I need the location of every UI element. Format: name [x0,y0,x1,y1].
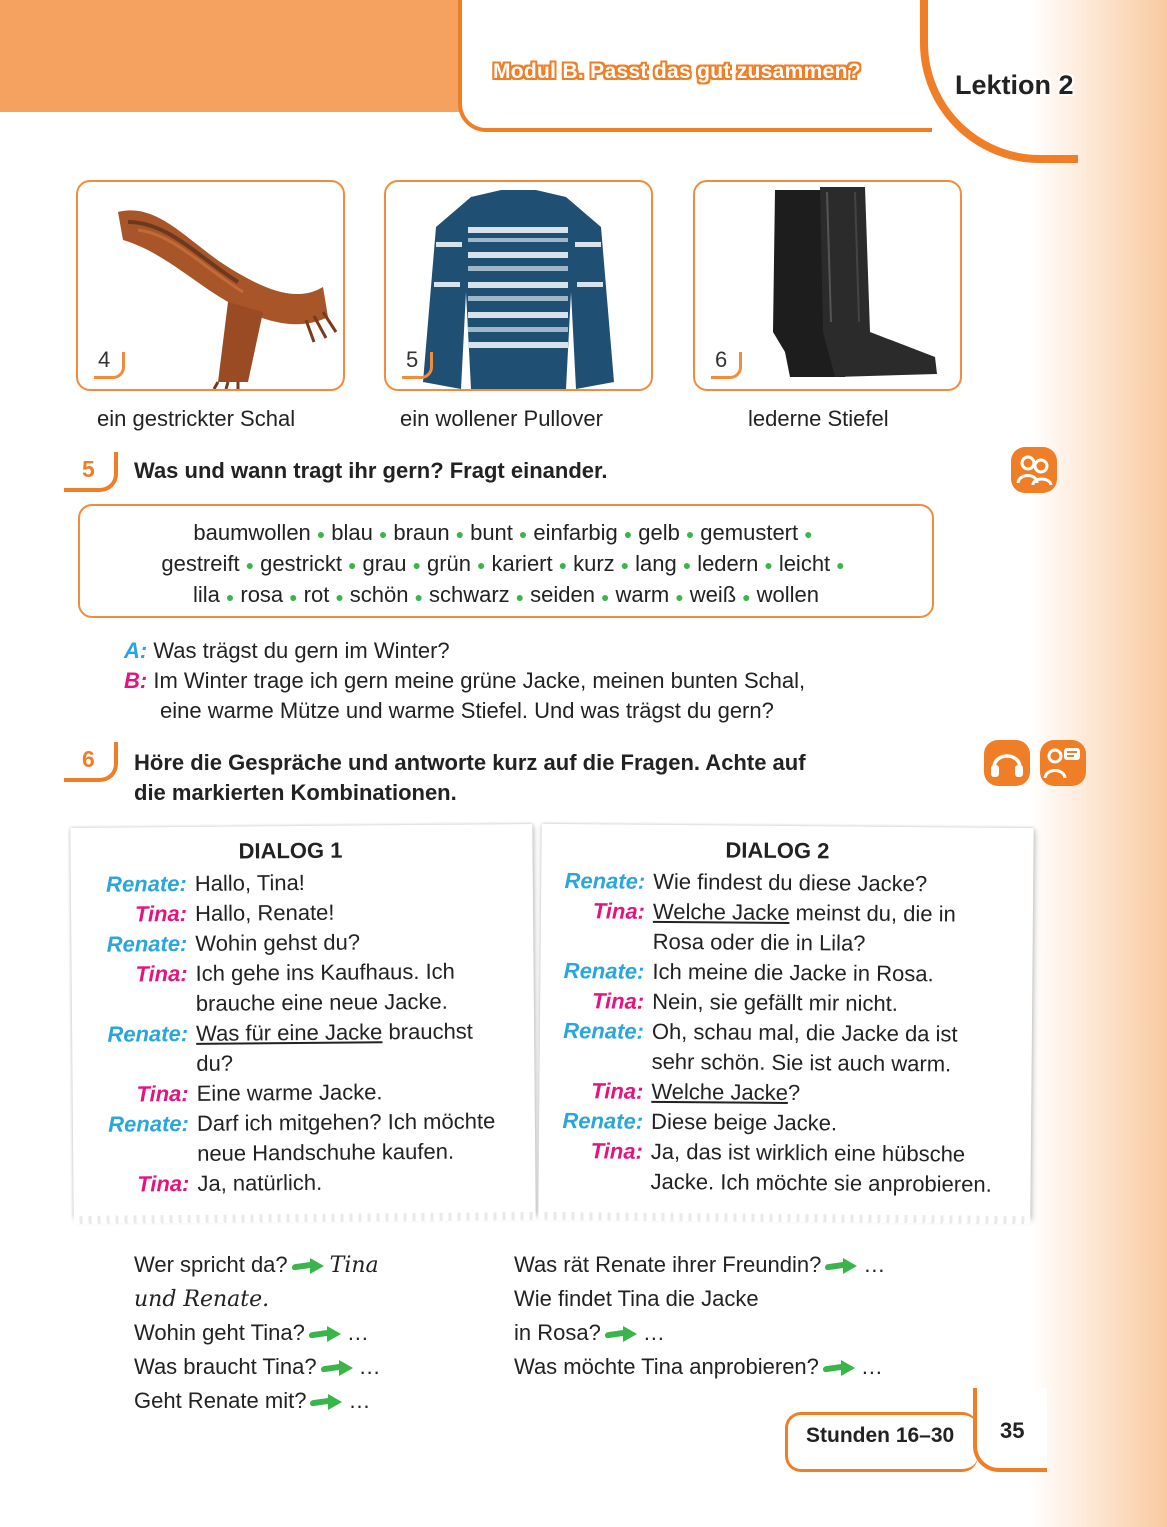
bullet-dot: ● [348,557,357,574]
dialog-text: Wie findest du diese Jacke? [653,868,928,897]
dialog-line [81,898,335,930]
arrow-icon [321,1361,355,1375]
speaker-label: Tina: [134,901,188,927]
answer-text: … [642,1320,665,1345]
word-bank-item: ledern [697,551,759,577]
card-number: 6 [715,347,728,372]
dialog-line [550,986,898,1019]
speaker-label: Renate: [562,1108,644,1134]
arrow-icon [309,1327,343,1341]
dialog-line [83,1137,454,1170]
bullet-dot: ● [515,588,525,605]
answer-text: Tina [329,1253,379,1278]
dialog-line [83,1077,383,1110]
question-text: Was braucht Tina? [134,1354,317,1379]
dialog-text: Oh, schau mal, die Jacke da ist [651,1018,958,1047]
answer-text: … [346,1320,369,1345]
bullet-dot: ● [518,526,528,543]
footer-stunden: Stunden 16–30 [806,1424,955,1447]
dialog-text: Wohin gehst du? [195,929,361,956]
dialog-line [550,956,934,989]
word-bank-item: schwarz [428,582,510,608]
arrow-icon [825,1259,859,1273]
bullet-dot: ● [412,557,421,574]
dialog-text: brauche eine neue Jacke. [195,988,448,1016]
dialog-text: ? [787,1080,801,1106]
word-bank-item: bunt [470,520,513,545]
question-line [134,1384,370,1418]
dialog-line [83,1106,496,1140]
dialog-line [550,1016,958,1050]
speaker-label [82,1071,188,1072]
photo-card-pullover [384,180,653,391]
answer-text: und Renate. [134,1287,270,1312]
speaker-label: Tina: [137,1170,190,1197]
word-bank-line-2 [80,549,932,580]
word-bank-item: seiden [530,582,595,608]
bullet-dot: ● [289,588,298,605]
bullet-dot: ● [682,557,692,574]
arrow-icon [292,1259,326,1273]
speaker-label: Tina: [590,1138,643,1164]
speaker-label: Renate: [564,868,646,894]
bullet-dot: ● [335,588,344,605]
lektion-label: Lektion 2 [955,70,1074,100]
exercise-6-number: 6 [64,742,124,782]
bullet-dot: ● [742,588,751,605]
dialog-line [82,1049,233,1080]
bullet-dot: ● [414,588,423,605]
photo-card-scarf [76,180,345,391]
dialog-line [549,1106,837,1139]
dialog-line [548,1166,991,1200]
dialog-text: Darf ich mitgehen? Ich möchte [196,1108,496,1136]
question-line [514,1282,759,1316]
speaker-label [551,948,645,949]
word-bank-item: gestreift [161,551,240,577]
word-bank-item: gemustert [700,520,799,545]
word-bank-item: baumwollen [193,520,311,545]
word-bank-line-3 [80,580,932,611]
caption-pullover: ein wollener Pullover [400,406,603,431]
dialog-line [551,896,956,930]
speaker-label: Tina: [591,1078,644,1104]
marked-combination: Welche Jacke [651,1078,789,1106]
answer-text: … [860,1354,883,1379]
dialog-line [549,1076,800,1108]
speaker-label: Tina: [591,988,645,1014]
speaker-label: Tina: [135,961,188,987]
dialog-line [82,1017,473,1050]
bullet-dot: ● [675,588,684,605]
speaker-label: Tina: [592,898,646,924]
speaker-label [82,1011,188,1012]
marked-combination: Welche Jacke [652,898,790,926]
speaker-label: Renate: [106,931,188,957]
dialog-text: neue Handschuhe kaufen. [197,1138,455,1166]
word-bank-item: weiß [689,582,737,608]
dialog-line [81,927,360,959]
bullet-dot: ● [600,588,610,605]
caption-scarf: ein gestrickter Schal [97,406,296,431]
word-bank-item: wollen [756,582,819,608]
answer-text: … [348,1388,371,1413]
arrow-icon [823,1361,857,1375]
question-text: Was rät Renate ihrer Freundin? [514,1252,822,1277]
bullet-dot: ● [455,526,465,543]
dialog-text: Diese beige Jacke. [651,1108,838,1136]
question-text: in Rosa? [514,1320,601,1345]
bullet-dot: ● [685,526,695,543]
question-text: Geht Renate mit? [134,1388,307,1413]
question-text: Was möchte Tina anprobieren? [514,1354,819,1379]
bullet-dot: ● [623,526,633,543]
top-orange-band [0,0,470,112]
answer-text: … [863,1252,886,1277]
exercise-6-title-1: Höre die Gespräche und antworte kurz auf die Fragen. Achte auf [134,750,806,775]
speaker-label: Renate: [106,871,187,897]
question-line [514,1350,883,1384]
headphones-icon [984,740,1030,786]
example-b-cont: eine warme Mütze und warme Stiefel. Und was trägst du gern? [160,698,774,723]
word-bank-item: kurz [573,551,615,577]
speaker-label: Renate: [563,958,645,984]
question-text: Wer spricht da? [134,1252,288,1277]
word-bank-item: rosa [240,582,284,608]
dialog-text: Ja, das ist wirklich eine hübsche [650,1138,966,1167]
question-line [134,1248,379,1283]
bullet-dot: ● [316,526,326,543]
question-line [134,1350,381,1384]
dialog-line [550,1046,952,1080]
speaker-label: Renate: [107,1021,189,1047]
dialog-text: Hallo, Tina! [194,869,305,896]
word-bank-item: rot [303,582,330,608]
bullet-dot: ● [558,557,568,574]
dialog-text: Eine warme Jacke. [196,1079,383,1106]
bullet-dot: ● [225,588,235,605]
dialog-text: Hallo, Renate! [194,899,335,926]
dialog-line [82,987,448,1020]
dialog-text: Nein, sie gefällt mir nicht. [652,988,899,1016]
bullet-dot: ● [836,557,845,574]
exercise-5-title: Was und wann tragt ihr gern? Fragt einander. [134,458,608,483]
dialog-text: Ich meine die Jacke in Rosa. [652,958,934,987]
modul-title: Modul B. Passt das gut zusammen? [493,60,861,83]
speaker-label [550,1068,644,1069]
speech-icon [1040,740,1086,786]
speaker-label [549,1188,643,1189]
photo-card-boots [693,180,962,391]
word-bank-item: leicht [778,551,831,577]
word-bank-item: schön [349,582,409,608]
dialog-text: sehr schön. Sie ist auch warm. [651,1048,952,1077]
question-line [134,1316,369,1350]
question-line [514,1316,665,1350]
word-bank [78,504,934,618]
word-bank-item: blau [331,520,373,545]
exercise-5-number: 5 [64,452,124,492]
dialog-text: Rosa oder die in Lila? [652,928,866,956]
example-a: A: Was trägst du gern im Winter? [124,638,450,663]
dialog-text: brauchst [382,1018,473,1045]
dialog-line [81,957,455,990]
speaker-label: Tina: [136,1081,189,1107]
word-bank-item: warm [615,582,670,608]
speaker-label: Renate: [563,1018,645,1044]
dialog-text: Jacke. Ich möchte sie anprobieren. [650,1168,992,1197]
question-line [134,1282,269,1317]
bullet-dot: ● [620,557,630,574]
word-bank-item: gelb [638,520,680,545]
dialog-text: meinst du, die in [789,900,956,927]
question-line [514,1248,885,1282]
speaker-label: Renate: [108,1111,189,1137]
arrow-icon [310,1395,344,1409]
question-text: Wohin geht Tina? [134,1320,305,1345]
speaker-label [83,1161,189,1162]
pair-work-icon [1011,447,1057,493]
bullet-dot: ● [477,557,486,574]
dialog-line [551,866,927,899]
word-bank-item: gestrickt [260,551,342,577]
dialog-line [81,868,305,900]
word-bank-item: lila [193,582,220,608]
answer-text: … [358,1354,381,1379]
word-bank-item: braun [393,520,450,545]
dialog-text: du? [196,1050,234,1076]
bullet-dot: ● [245,557,255,574]
card-number: 5 [406,347,419,372]
exercise-6-title-2: die markierten Kombinationen. [134,780,457,805]
page-number: 35 [1000,1418,1025,1443]
dialog-1-title: DIALOG 1 [238,837,343,864]
example-b: B: Im Winter trage ich gern meine grüne Jacke, meinen bunten Schal, [124,668,806,693]
bullet-dot: ● [764,557,773,574]
word-bank-item: kariert [491,551,553,577]
card-number: 4 [98,347,111,372]
caption-boots: lederne Stiefel [748,406,889,431]
question-text: Wie findet Tina die Jacke [514,1286,759,1311]
dialog-2-title: DIALOG 2 [725,837,830,864]
bullet-dot: ● [804,526,813,543]
dialog-text: Ich gehe ins Kaufhaus. Ich [195,958,455,986]
marked-combination: Was für eine Jacke [195,1019,383,1046]
dialog-line [549,1136,966,1170]
bullet-dot: ● [378,526,388,543]
word-bank-item: grau [362,551,407,577]
dialog-2-card [538,824,1033,1218]
dialog-text: Ja, natürlich. [197,1169,323,1196]
word-bank-item: lang [635,551,677,577]
arrow-icon [605,1327,639,1341]
dialog-line [83,1168,322,1200]
dialog-line [551,926,866,959]
dialog-1-card [70,824,535,1218]
word-bank-item: grün [426,551,472,577]
word-bank-line-1 [80,518,932,549]
word-bank-item: einfarbig [533,520,618,545]
